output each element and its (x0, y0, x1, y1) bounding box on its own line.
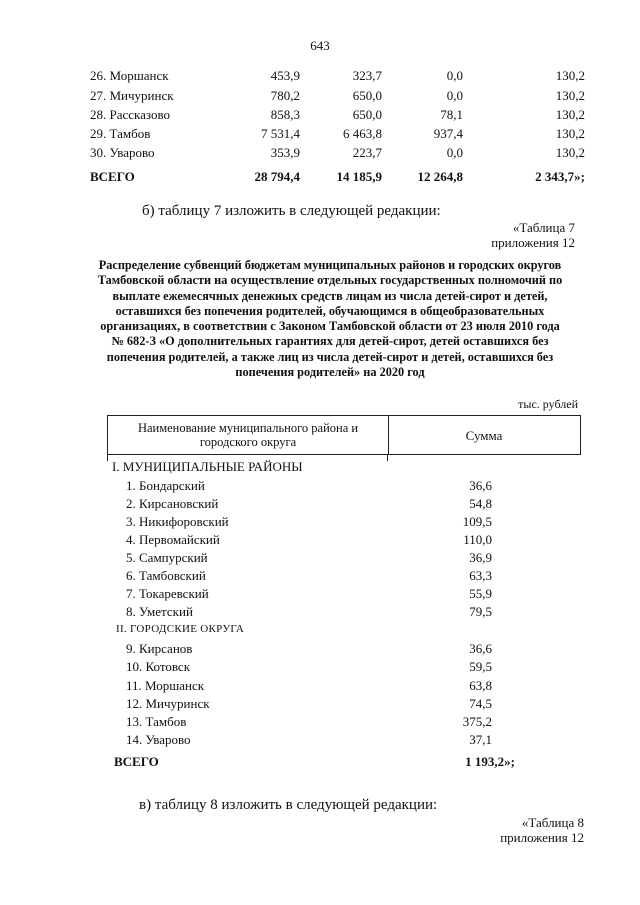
city-name: 13. Тамбов (126, 714, 187, 729)
table-row (0, 68, 640, 88)
city-name: 10. Котовск (126, 659, 191, 674)
value-cell: 323,7 (352, 68, 382, 83)
sum-value: 36,9 (469, 550, 492, 565)
district-name: 5. Сампурский (126, 550, 208, 565)
sum-value: 63,3 (469, 568, 492, 583)
value-cell: 130,2 (555, 145, 585, 160)
sum-value: 37,1 (469, 732, 492, 747)
table-row (0, 696, 640, 714)
value-cell: 0,0 (446, 88, 463, 103)
district-name: 8. Уметский (126, 604, 193, 619)
table-reference-line: «Таблица 7 (512, 220, 575, 235)
district-name: 6. Тамбовский (126, 568, 206, 583)
value-cell: 130,2 (555, 107, 585, 122)
district-name: 29. Тамбов (90, 126, 151, 141)
value-cell: 0,0 (446, 68, 463, 83)
sum-value: 59,5 (469, 659, 492, 674)
value-cell: 780,2 (270, 88, 300, 103)
section-heading-districts: I. МУНИЦИПАЛЬНЫЕ РАЙОНЫ (112, 459, 303, 474)
section-heading-cities: II. ГОРОДСКИЕ ОКРУГА (116, 623, 245, 635)
table-row (0, 732, 640, 750)
district-name: 28. Рассказово (90, 107, 171, 122)
table-row (0, 107, 640, 127)
sum-value: 36,6 (469, 478, 492, 493)
page-number: 643 (310, 38, 330, 53)
column-divider (387, 455, 388, 461)
value-cell: 650,0 (352, 88, 382, 103)
total-label: ВСЕГО (114, 754, 159, 769)
value-cell: 130,2 (555, 68, 585, 83)
sum-value: 54,8 (469, 496, 492, 511)
sum-value: 109,5 (462, 514, 492, 529)
value-cell: 650,0 (352, 107, 382, 122)
sum-value: 55,9 (469, 586, 492, 601)
table-row (0, 514, 640, 532)
total-value: 28 794,4 (254, 169, 300, 184)
table-8-reference (500, 815, 584, 845)
city-name: 14. Уварово (126, 732, 191, 747)
table-7-heading: Распределение субвенций бюджетам муниципальных районов и городских округов Тамбовской области на осуществление отдельных государственных полномочий по выплате ежемесячных денежных средств лицам из числа детей-сирот и детей, оставшихся без попечения родителей, обучающимся в общеобразовательных организациях, в соответствии с Законом Тамбовской области от 23 июля 2010 года № 682-З «О дополнительных гарантиях для детей-сирот, детей оставшихся без попечения родителей, а также лиц из числа детей-сирот и детей, оставшихся без попечения родителей» на 2020 год (97, 258, 563, 380)
table-total-row (0, 754, 640, 772)
value-cell: 6 463,8 (343, 126, 382, 141)
amendment-item-b: б) таблицу 7 изложить в следующей редакции: (142, 203, 441, 219)
table-row (0, 532, 640, 550)
table-reference-line: «Таблица 8 (521, 815, 584, 830)
city-name: 9. Кирсанов (126, 641, 193, 656)
amendment-item-v: в) таблицу 8 изложить в следующей редакции: (139, 797, 438, 813)
district-name: 4. Первомайский (126, 532, 220, 547)
table-7-reference (491, 220, 575, 250)
value-cell: 858,3 (270, 107, 300, 122)
value-cell: 0,0 (446, 145, 463, 160)
sum-value: 63,8 (469, 678, 492, 693)
sum-value: 110,0 (463, 532, 492, 547)
units-label: тыс. рублей (518, 397, 578, 411)
value-cell: 453,9 (270, 68, 300, 83)
table-row (0, 604, 640, 622)
district-name: 7. Токаревский (126, 586, 209, 601)
header-name: Наименование муниципального района и городского округа (137, 421, 359, 449)
total-value: 12 264,8 (417, 169, 463, 184)
value-cell: 353,9 (270, 145, 300, 160)
table-row (0, 496, 640, 514)
table-row (0, 714, 640, 732)
table-row (0, 641, 640, 659)
table-row (0, 586, 640, 604)
table-row (0, 678, 640, 696)
district-name: 27. Мичуринск (90, 88, 174, 103)
city-name: 12. Мичуринск (126, 696, 210, 711)
table-total-row (0, 169, 640, 189)
district-name: 30. Уварово (90, 145, 155, 160)
value-cell: 937,4 (433, 126, 463, 141)
header-sum: Сумма (465, 428, 503, 443)
table-row (0, 659, 640, 677)
table-reference-line: приложения 12 (500, 830, 584, 845)
table-row (0, 88, 640, 108)
value-cell: 223,7 (352, 145, 382, 160)
table-row (0, 568, 640, 586)
value-cell: 78,1 (440, 107, 463, 122)
district-name: 1. Бондарский (126, 478, 205, 493)
table-row (0, 126, 640, 146)
sum-value: 79,5 (469, 604, 492, 619)
sum-value: 36,6 (469, 641, 492, 656)
table-row (0, 550, 640, 568)
total-value: 1 193,2»; (465, 754, 515, 769)
sum-value: 375,2 (462, 714, 492, 729)
value-cell: 130,2 (555, 126, 585, 141)
total-value: 14 185,9 (336, 169, 382, 184)
table-7-header (107, 415, 581, 455)
column-divider (107, 455, 108, 461)
table-row (0, 478, 640, 496)
table-row (0, 145, 640, 165)
city-name: 11. Моршанск (126, 678, 205, 693)
total-value: 2 343,7»; (535, 169, 585, 184)
value-cell: 7 531,4 (261, 126, 300, 141)
table-reference-line: приложения 12 (491, 235, 575, 250)
sum-value: 74,5 (469, 696, 492, 711)
district-name: 2. Кирсановский (126, 496, 219, 511)
total-label: ВСЕГО (90, 169, 135, 184)
district-name: 3. Никифоровский (126, 514, 229, 529)
district-name: 26. Моршанск (90, 68, 169, 83)
value-cell: 130,2 (555, 88, 585, 103)
